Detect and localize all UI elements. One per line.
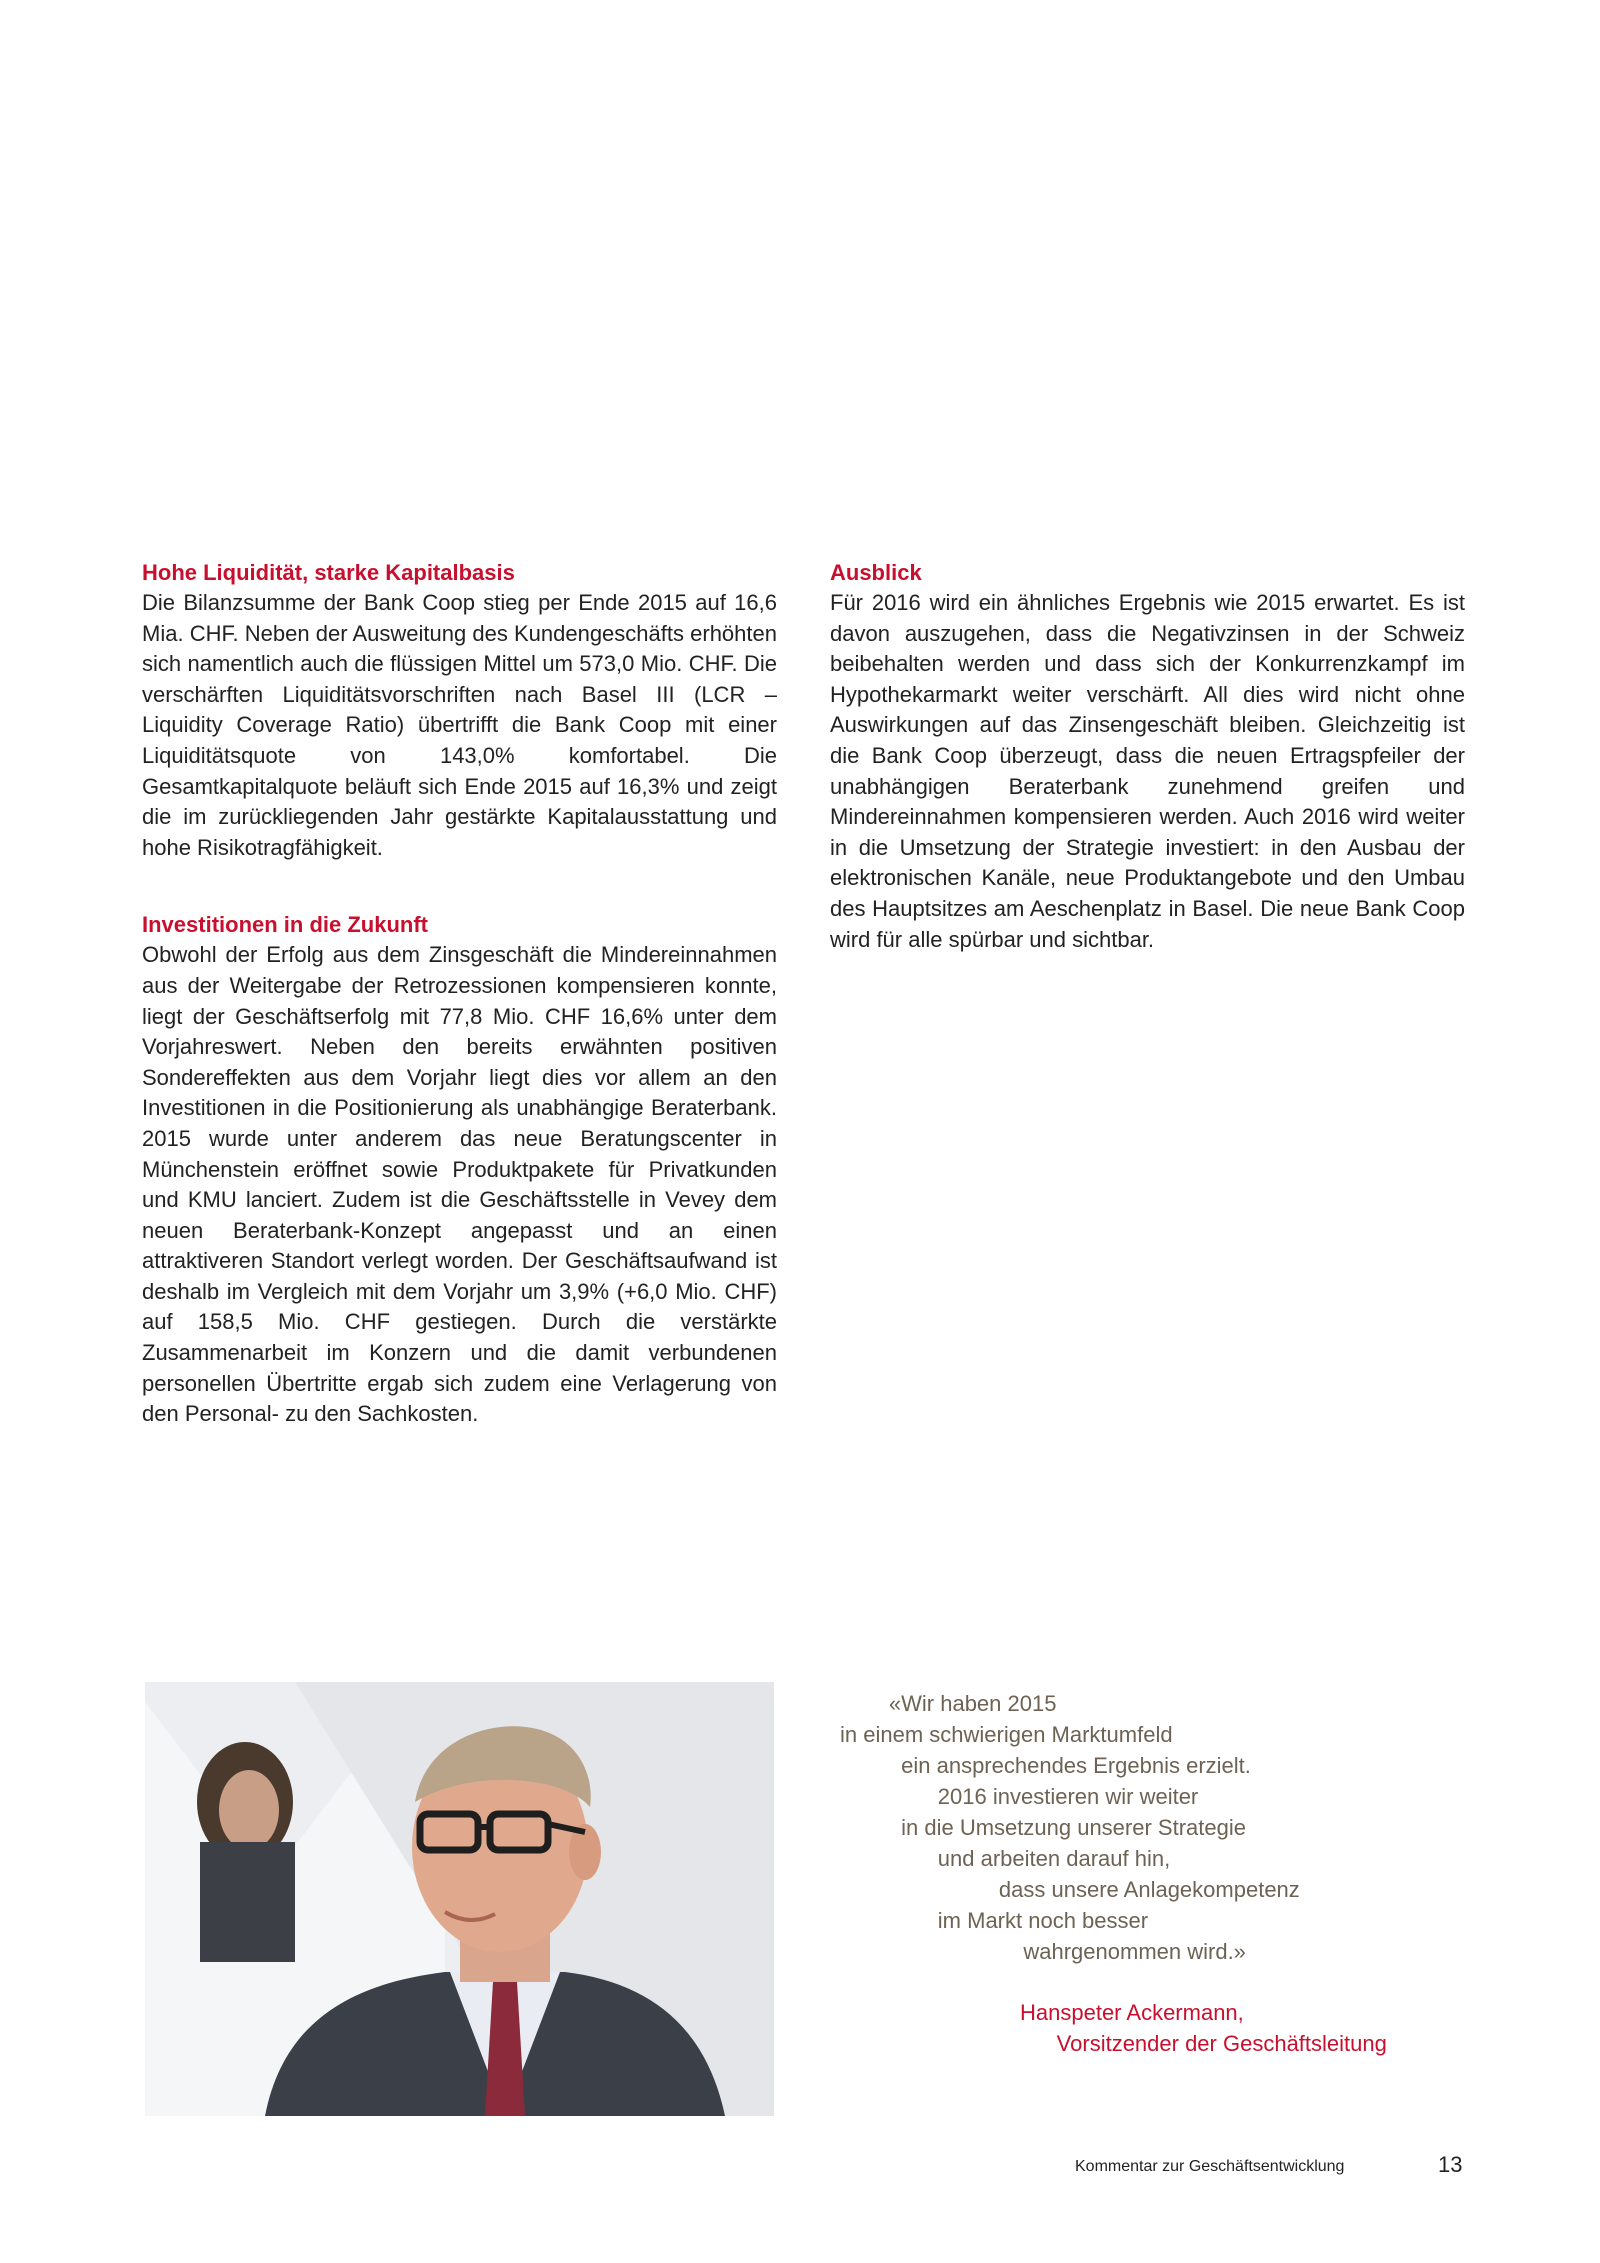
quote-attribution [1020, 1997, 1387, 2059]
quote-author-role: Vorsitzender der Geschäftsleitung [1020, 2031, 1387, 2056]
footer-section-label: Kommentar zur Geschäftsentwicklung [1075, 2158, 1345, 2175]
quote-line: wahrgenommen wird.» [840, 1939, 1246, 1964]
quote-line: dass unsere Anlagekompetenz [840, 1877, 1300, 1902]
quote-line: und arbeiten darauf hin, [840, 1846, 1171, 1871]
section-investments [142, 910, 777, 1430]
right-column [830, 558, 1465, 995]
section-body: Obwohl der Erfolg aus dem Zinsgeschäft die Mindereinnahmen aus der Weitergabe der Retrozessionen kompensieren konnte, liegt der Geschäftserfolg mit 77,8 Mio. CHF 16,6% unter dem Vorjahreswert. Neben den bereits erwähnten positiven Sondereffekten aus dem Vorjahr liegt dies vor allem an den Investitionen in die Positionierung als unabhängige Beraterbank. 2015 wurde unter anderem das neue Beratungscenter in Münchenstein eröffnet sowie Produktpakete für Privatkunden und KMU lanciert. Zudem ist die Geschäftsstelle in Vevey dem neuen Beraterbank-Konzept angepasst und an einen attraktiveren Standort verlegt worden. Der Geschäftsaufwand ist deshalb im Vergleich mit dem Vorjahr um 3,9% (+6,0 Mio. CHF) auf 158,5 Mio. CHF gestiegen. Durch die verstärkte Zusammenarbeit im Konzern und die damit verbundenen personellen Übertritte ergab sich zudem eine Verlagerung von den Personal- zu den Sachkosten. [142, 942, 777, 1427]
quote-line: 2016 investieren wir weiter [840, 1784, 1199, 1809]
section-outlook [830, 558, 1465, 955]
portrait-photo [145, 1682, 774, 2116]
quote-line: ein ansprechendes Ergebnis erzielt. [840, 1753, 1251, 1778]
section-heading: Ausblick [830, 560, 922, 585]
section-liquidity [142, 558, 777, 863]
section-body: Für 2016 wird ein ähnliches Ergebnis wie 2015 erwartet. Es ist davon auszugehen, dass die Negativzinsen in der Schweiz beibehalten werden und dass sich der Konkurrenzkampf im Hypothekarmarkt weiter verschärft. All dies wird nicht ohne Auswirkungen auf das Zinsengeschäft bleiben. Gleichzeitig ist die Bank Coop überzeugt, dass die neuen Ertragspfeiler der unabhängigen Beraterbank zunehmend greifen und Mindereinnahmen kompensieren werden. Auch 2016 wird weiter in die Umsetzung der Strategie investiert: in den Ausbau der elektronischen Kanäle, neue Produktangebote und den Umbau des Hauptsitzes am Aeschenplatz in Basel. Die neue Bank Coop wird für alle spürbar und sichtbar. [830, 590, 1465, 952]
left-column [142, 558, 777, 1470]
pull-quote [840, 1688, 1480, 1967]
quote-line: «Wir haben 2015 [840, 1691, 1057, 1716]
quote-line: in einem schwierigen Marktumfeld [840, 1722, 1173, 1747]
section-heading: Investitionen in die Zukunft [142, 912, 428, 938]
section-heading: Hohe Liquidität, starke Kapitalbasis [142, 560, 515, 585]
section-body: Die Bilanzsumme der Bank Coop stieg per Ende 2015 auf 16,6 Mia. CHF. Neben der Ausweitung des Kundengeschäfts erhöhten sich namentlich auch die flüssigen Mittel um 573,0 Mio. CHF. Die verschärften Liquiditätsvorschriften nach Basel III (LCR – Liquidity Coverage Ratio) übertrifft die Bank Coop mit einer Liquiditätsquote von 143,0% komfortabel. Die Gesamtkapitalquote beläuft sich Ende 2015 auf 16,3% und zeigt die im zurückliegenden Jahr gestärkte Kapitalausstattung und hohe Risikotragfähigkeit. [142, 590, 777, 860]
page-number: 13 [1438, 2152, 1463, 2177]
quote-line: in die Umsetzung unserer Strategie [840, 1815, 1246, 1840]
portrait-illustration [145, 1682, 774, 2116]
quote-line: im Markt noch besser [840, 1908, 1149, 1933]
quote-author: Hanspeter Ackermann, [1020, 2000, 1244, 2025]
